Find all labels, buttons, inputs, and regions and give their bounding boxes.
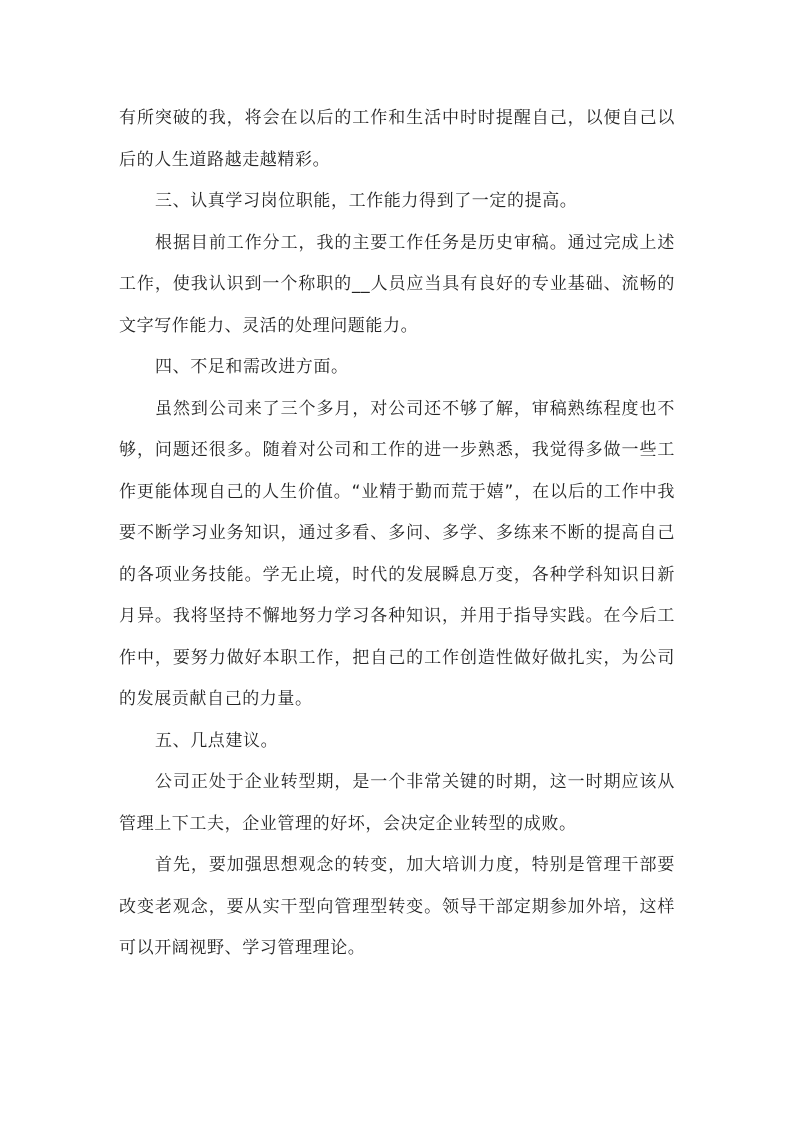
paragraph-continuation: 有所突破的我，将会在以后的工作和生活中时时提醒自己，以便自己以后的人生道路越走越精彩。 [119,108,675,170]
section-heading-4: 四、不足和需改进方面。 [155,357,349,377]
section-heading-3: 三、认真学习岗位职能，工作能力得到了一定的提高。 [155,191,578,211]
paragraph: 公司正处于企业转型期，是一个非常关键的时期，这一时期应该从管理上下工夫，企业管理的好坏，会决定企业转型的成败。 [119,772,675,834]
paragraph: 虽然到公司来了三个多月，对公司还不够了解，审稿熟练程度也不够，问题还很多。随着对公司和工作的进一步熟悉，我觉得多做一些工作更能体现自己的人生价值。“业精于勤而荒于嬉”，在以后的工作中我要不断学习业务知识，通过多看、多问、多学、多练来不断的提高自己的各项业务技能。学无止境，时代的发展瞬息万变，各种学科知识日新月异。我将坚持不懈地努力学习各种知识，并用于指导实践。在今后工作中，要努力做好本职工作，把自己的工作创造性做好做扎实，为公司的发展贡献自己的力量。 [119,398,675,709]
section-heading-5: 五、几点建议。 [155,730,279,751]
paragraph: 首先，要加强思想观念的转变，加大培训力度，特别是管理干部要改变老观念，要从实干型向管理型转变。领导干部定期参加外培，这样可以开阔视野、学习管理理论。 [119,855,675,958]
paragraph: 根据目前工作分工，我的主要工作任务是历史审稿。通过完成上述工作，使我认识到一个称职的__人员应当具有良好的专业基础、流畅的文字写作能力、灵活的处理问题能力。 [119,232,675,336]
document-body [119,98,675,970]
